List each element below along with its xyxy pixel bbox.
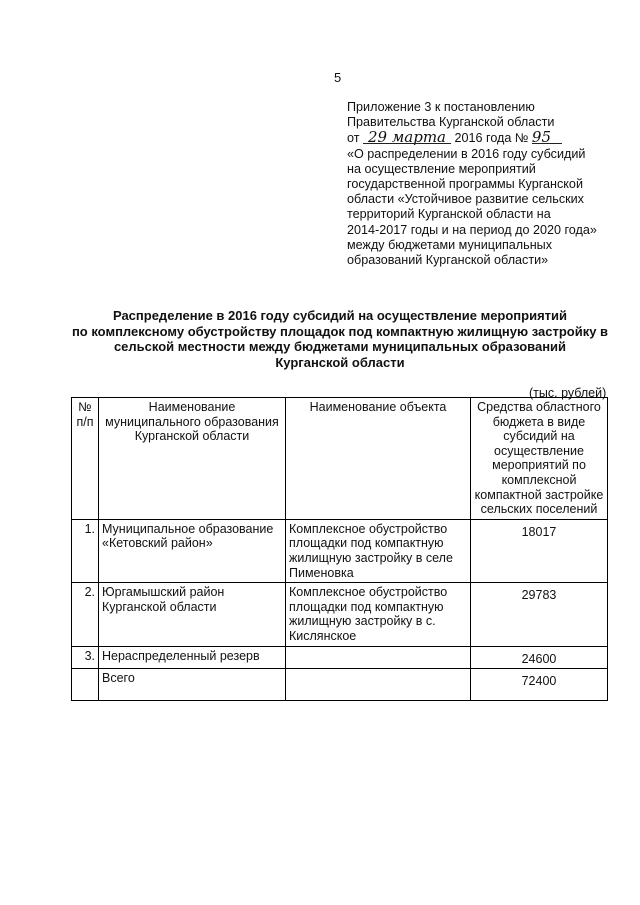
cell-amount	[471, 669, 608, 701]
page-number: 5	[334, 70, 342, 85]
units-label: (тыс. рублей)	[529, 386, 607, 400]
appendix-line: образований Курганской области»	[347, 253, 549, 268]
table-row	[72, 519, 608, 582]
table-row	[72, 583, 608, 646]
cell-municipality: Юргамышский район Курганской области	[99, 583, 286, 646]
title-line: Распределение в 2016 году субсидий на осуществление мероприятий	[112, 308, 568, 323]
appendix-line: государственной программы Курганской	[347, 177, 583, 192]
header-municipality: Наименование муниципального образования Курганской области	[99, 398, 286, 520]
cell-object: Комплексное обустройство площадки под компактную жилищную застройку в с. Кислянское	[286, 583, 471, 646]
header-object: Наименование объекта	[286, 398, 471, 520]
appendix-line: на осуществление мероприятий	[347, 161, 536, 176]
appendix-line: между бюджетами муниципальных	[347, 237, 553, 252]
amount-value: 29783	[521, 588, 557, 603]
appendix-date-line	[347, 130, 627, 146]
appendix-block	[347, 100, 627, 268]
year-text: 2016 года №	[454, 131, 529, 146]
appendix-line: области «Устойчивое развитие сельских	[347, 192, 584, 207]
amount-value: 24600	[521, 651, 557, 666]
amount-value: 18017	[521, 524, 557, 539]
handwritten-number: 95	[532, 130, 562, 145]
cell-num	[72, 669, 99, 701]
subsidy-table	[71, 397, 608, 701]
header-amount: Средства областного бюджета в виде субсидий на осуществление мероприятий по комплексной компактной застройке сельских поселений	[471, 398, 608, 520]
title-line: сельской местности между бюджетами муниципальных образований	[113, 339, 567, 354]
cell-municipality: Муниципальное образование «Кетовский район»	[99, 519, 286, 582]
cell-amount	[471, 583, 608, 646]
amount-value: 72400	[521, 674, 557, 689]
cell-object: Комплексное обустройство площадки под компактную жилищную застройку в селе Пименовка	[286, 519, 471, 582]
cell-municipality: Нераспределенный резерв	[99, 646, 286, 669]
cell-object	[286, 669, 471, 701]
handwritten-date: 29 марта	[363, 130, 451, 145]
appendix-line: 2014-2017 годы и на период до 2020 года»	[347, 222, 597, 237]
title-line: Курганской области	[275, 354, 405, 370]
header-num: № п/п	[72, 398, 99, 520]
title-line: по комплексному обустройству площадок под компактную жилищную застройку в	[71, 323, 609, 339]
appendix-line: территорий Курганской области на	[347, 207, 551, 222]
document-title	[40, 308, 640, 370]
table-row-total	[72, 669, 608, 701]
cell-num: 3.	[72, 646, 99, 669]
table-header-row	[72, 398, 608, 520]
table-row	[72, 646, 608, 669]
cell-num: 2.	[72, 583, 99, 646]
cell-amount	[471, 519, 608, 582]
appendix-line: Правительства Курганской области	[347, 115, 555, 130]
cell-amount	[471, 646, 608, 669]
date-prefix: от	[347, 131, 360, 146]
cell-municipality: Всего	[99, 669, 286, 701]
cell-num: 1.	[72, 519, 99, 582]
cell-object	[286, 646, 471, 669]
appendix-line: Приложение 3 к постановлению	[347, 100, 535, 114]
appendix-line: «О распределении в 2016 году субсидий	[347, 146, 586, 161]
